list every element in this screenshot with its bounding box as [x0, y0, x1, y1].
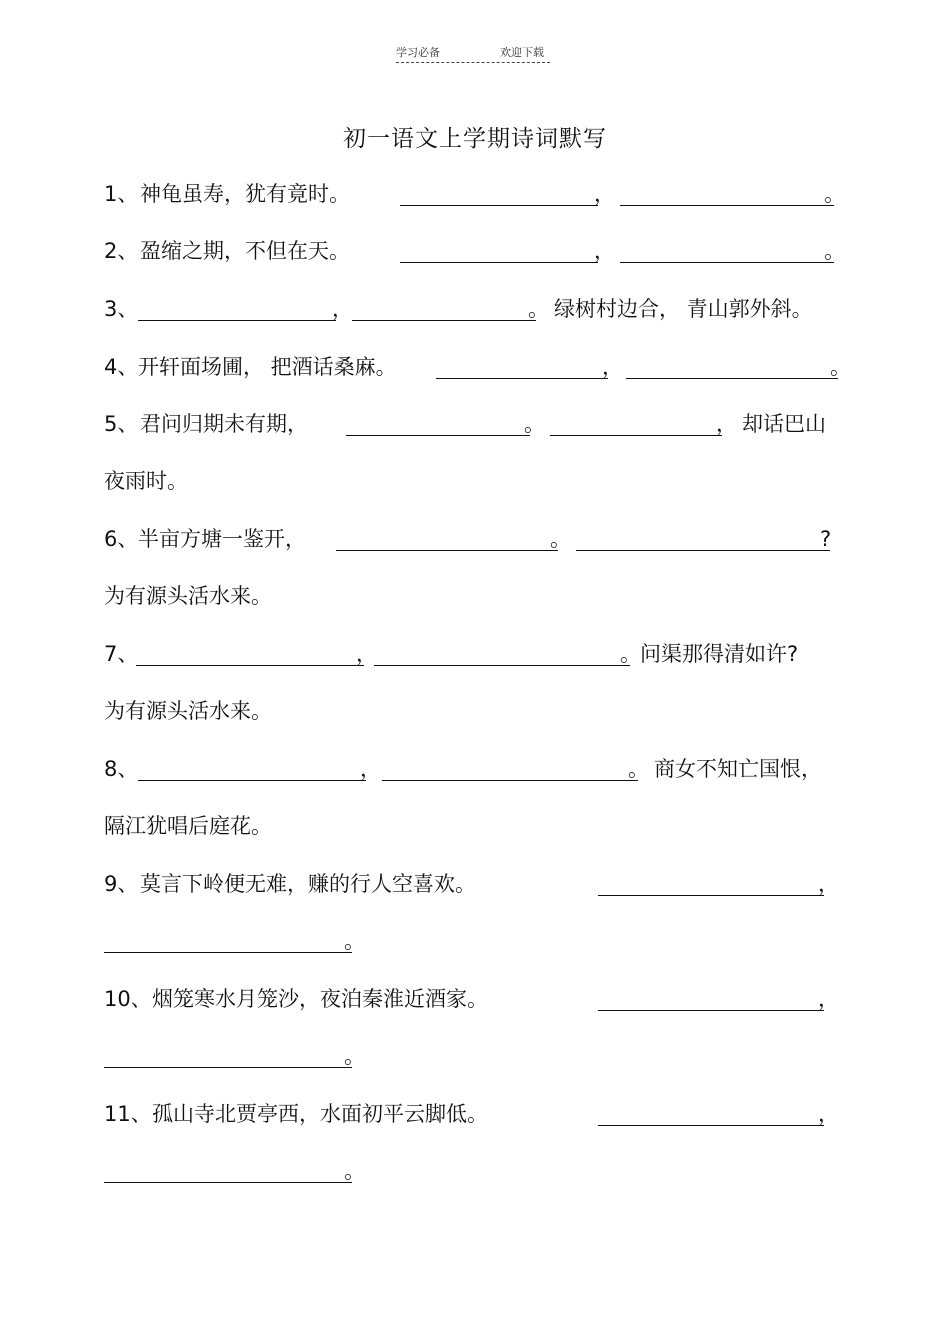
punctuation: ，: [818, 1102, 839, 1126]
question-text: 君问归期未有期，: [140, 412, 308, 436]
question-1: [104, 176, 844, 212]
header-rule: [396, 62, 550, 63]
answer-blank-2[interactable]: [620, 205, 834, 206]
question-text: 为有源头活水来。: [104, 699, 272, 723]
answer-blank-1[interactable]: [598, 1010, 824, 1011]
punctuation: 。: [824, 239, 845, 263]
answer-blank-1[interactable]: [598, 1125, 824, 1126]
question-text: 隔江犹唱后庭花。: [104, 814, 272, 838]
punctuation: 。: [344, 1044, 365, 1068]
punctuation: 。: [620, 642, 641, 666]
question-text: 夜雨时。: [104, 469, 188, 493]
page-header: [396, 44, 550, 66]
question-text: 神龟虽寿，犹有竟时。: [140, 182, 350, 206]
question-number: 8、: [104, 757, 139, 781]
header-left-text: 学习必备: [396, 46, 440, 59]
punctuation: 。: [524, 412, 545, 436]
question-9: [104, 866, 844, 902]
question-7: [104, 636, 844, 672]
question-number: 1、: [104, 182, 139, 206]
question-number: 2、: [104, 239, 139, 263]
answer-blank-2[interactable]: [374, 665, 630, 666]
answer-blank-2[interactable]: [352, 320, 536, 321]
answer-blank-2[interactable]: [104, 1182, 352, 1183]
question-5-continued: [104, 463, 844, 499]
question-number: 7、: [104, 642, 139, 666]
question-6: [104, 521, 844, 557]
question-5: [104, 406, 844, 442]
answer-blank-2[interactable]: [576, 550, 830, 551]
question-11-continued: [104, 1153, 844, 1189]
question-3: [104, 291, 844, 327]
punctuation: ，: [716, 412, 737, 436]
question-number: 9、: [104, 872, 139, 896]
header-right-text: 欢迎下载: [500, 46, 544, 59]
answer-blank-1[interactable]: [138, 320, 336, 321]
answer-blank-1[interactable]: [400, 205, 598, 206]
answer-blank-1[interactable]: [336, 550, 558, 551]
question-text: 盈缩之期，不但在天。: [140, 239, 350, 263]
worksheet-title: 初一语文上学期诗词默写: [343, 126, 607, 152]
answer-blank-2[interactable]: [104, 1067, 352, 1068]
question-number: 3、: [104, 297, 139, 321]
punctuation: 。: [628, 757, 649, 781]
punctuation: ，: [360, 757, 381, 781]
question-number: 5、: [104, 412, 139, 436]
punctuation: 。: [830, 355, 851, 379]
answer-blank-1[interactable]: [136, 665, 364, 666]
question-text: 商女不知亡国恨，: [654, 757, 822, 781]
answer-blank-2[interactable]: [550, 435, 722, 436]
question-number: 11、: [104, 1102, 152, 1126]
punctuation: ，: [332, 297, 353, 321]
question-2: [104, 233, 844, 269]
question-text: 半亩方塘一鉴开，: [138, 527, 306, 551]
question-8: [104, 751, 844, 787]
answer-blank-1[interactable]: [346, 435, 530, 436]
question-text: 孤山寺北贾亭西，水面初平云脚低。: [152, 1102, 488, 1126]
question-6-continued: [104, 578, 844, 614]
punctuation: ?: [820, 527, 832, 551]
question-number: 4、: [104, 355, 139, 379]
question-text: 莫言下岭便无难，赚的行人空喜欢。: [140, 872, 476, 896]
punctuation: 。: [528, 297, 549, 321]
punctuation: 。: [344, 1159, 365, 1183]
question-number: 10、: [104, 987, 152, 1011]
question-text: 却话巴山: [742, 412, 826, 436]
answer-blank-2[interactable]: [104, 952, 352, 953]
question-7-continued: [104, 693, 844, 729]
question-10-continued: [104, 1038, 844, 1074]
punctuation: 。: [344, 929, 365, 953]
punctuation: ，: [594, 239, 615, 263]
answer-blank-2[interactable]: [626, 378, 838, 379]
punctuation: ，: [602, 355, 623, 379]
answer-blank-1[interactable]: [138, 780, 366, 781]
punctuation: ，: [818, 872, 839, 896]
punctuation: 。: [550, 527, 571, 551]
answer-blank-2[interactable]: [382, 780, 638, 781]
punctuation: ，: [356, 642, 377, 666]
question-text: 开轩面场圃， 把酒话桑麻。: [138, 355, 397, 379]
answer-blank-1[interactable]: [436, 378, 608, 379]
question-number: 6、: [104, 527, 139, 551]
question-text: 烟笼寒水月笼沙，夜泊秦淮近酒家。: [152, 987, 488, 1011]
answer-blank-1[interactable]: [598, 895, 824, 896]
answer-blank-2[interactable]: [620, 262, 834, 263]
question-11: [104, 1096, 844, 1132]
question-9-continued: [104, 923, 844, 959]
punctuation: ，: [594, 182, 615, 206]
question-4: [104, 349, 851, 385]
question-10: [104, 981, 844, 1017]
answer-blank-1[interactable]: [400, 262, 598, 263]
question-8-continued: [104, 808, 844, 844]
question-text: 为有源头活水来。: [104, 584, 272, 608]
punctuation: ，: [818, 987, 839, 1011]
punctuation: 。: [824, 182, 845, 206]
question-text: 问渠那得清如许?: [640, 642, 799, 666]
question-text: 绿树村边合， 青山郭外斜。: [554, 297, 813, 321]
